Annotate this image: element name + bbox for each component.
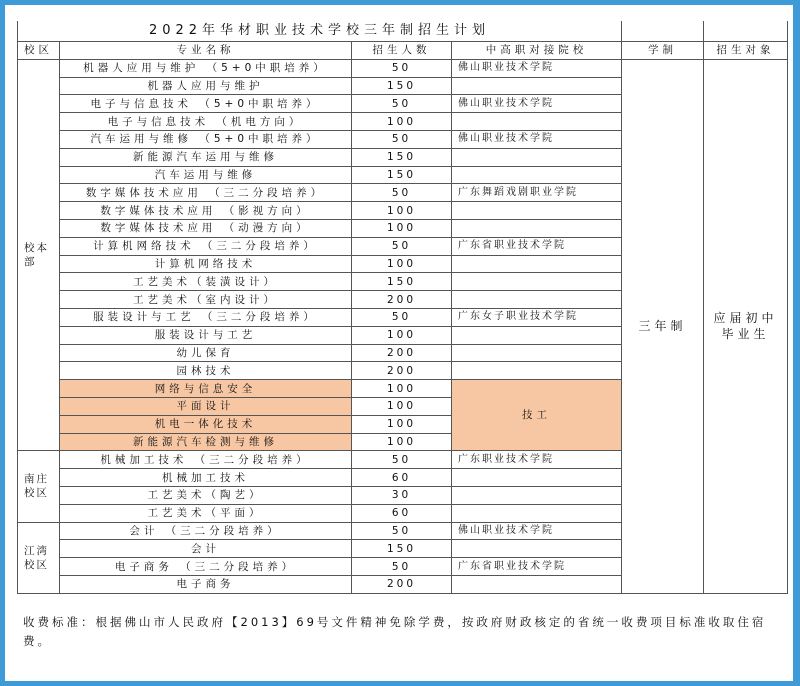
table-row [18,59,788,77]
enrollment-cell: 100 [352,113,452,131]
partner-cell [452,326,622,344]
partner-cell [452,291,622,309]
enrollment-cell: 100 [352,380,452,398]
header-target: 招生对象 [704,42,788,60]
major-cell: 园林技术 [60,362,352,380]
enrollment-cell: 150 [352,77,452,95]
enrollment-cell: 30 [352,486,452,504]
duration-cell: 三年制 [622,59,704,593]
partner-cell [452,575,622,593]
table-title: 2022年华材职业技术学校三年制招生计划 [18,21,622,42]
enrollment-cell: 100 [352,326,452,344]
title-row [18,21,788,42]
target-cell: 应届初中毕业生 [704,59,788,593]
partner-cell [452,344,622,362]
campus-cell-nanzhuang: 南庄校区 [18,451,60,522]
major-cell: 机电一体化技术 [60,415,352,433]
campus-cell-main: 校本部 [18,59,60,451]
enrollment-cell: 50 [352,308,452,326]
major-cell: 工艺美术（陶艺） [60,486,352,504]
partner-cell [452,273,622,291]
title-blank-cell [622,21,704,42]
enrollment-cell: 150 [352,166,452,184]
major-cell: 服装设计与工艺 [60,326,352,344]
enrollment-cell: 100 [352,397,452,415]
partner-cell: 广东省职业技术学院 [452,237,622,255]
enrollment-cell: 50 [352,95,452,113]
enrollment-cell: 60 [352,504,452,522]
partner-cell [452,362,622,380]
enrollment-cell: 150 [352,540,452,558]
enrollment-cell: 200 [352,575,452,593]
major-cell: 会计 （三二分段培养） [60,522,352,540]
partner-cell [452,113,622,131]
major-cell: 平面设计 [60,397,352,415]
enrollment-cell: 50 [352,522,452,540]
enrollment-cell: 150 [352,273,452,291]
enrollment-cell: 50 [352,558,452,576]
major-cell: 机器人应用与维护 [60,77,352,95]
partner-cell: 佛山职业技术学院 [452,59,622,77]
partner-cell [452,148,622,166]
enrollment-cell: 50 [352,184,452,202]
major-cell: 工艺美术（装潢设计） [60,273,352,291]
enrollment-cell: 50 [352,59,452,77]
header-duration: 学制 [622,42,704,60]
partner-cell [452,219,622,237]
major-cell: 幼儿保育 [60,344,352,362]
header-partner: 中高职对接院校 [452,42,622,60]
major-cell: 计算机网络技术 [60,255,352,273]
major-cell: 数字媒体技术应用 （影视方向） [60,202,352,220]
enrollment-cell: 50 [352,130,452,148]
major-cell: 电子与信息技术 （5+0中职培养） [60,95,352,113]
major-cell: 会计 [60,540,352,558]
header-campus: 校区 [18,42,60,60]
partner-cell: 佛山职业技术学院 [452,95,622,113]
header-row [18,42,788,60]
enrollment-cell: 100 [352,415,452,433]
tech-partner-cell: 技工 [452,380,622,451]
major-cell: 汽车运用与维修 [60,166,352,184]
major-cell: 机械加工技术 （三二分段培养） [60,451,352,469]
major-cell: 数字媒体技术应用 （三二分段培养） [60,184,352,202]
enrollment-cell: 200 [352,362,452,380]
campus-cell-jiangwan: 江湾校区 [18,522,60,593]
partner-cell: 广东女子职业技术学院 [452,308,622,326]
document-sheet [5,5,793,681]
major-cell: 工艺美术（室内设计） [60,291,352,309]
major-cell: 新能源汽车运用与维修 [60,148,352,166]
partner-cell [452,486,622,504]
major-cell: 电子商务 [60,575,352,593]
major-cell: 新能源汽车检测与维修 [60,433,352,451]
enrollment-cell: 200 [352,344,452,362]
major-cell: 汽车运用与维修 （5+0中职培养） [60,130,352,148]
major-cell: 电子商务 （三二分段培养） [60,558,352,576]
fee-note: 收费标准：根据佛山市人民政府【2013】69号文件精神免除学费，按政府财政核定的省统一收费项目标准收取住宿费。 [23,615,767,648]
enrollment-cell: 200 [352,291,452,309]
partner-cell [452,255,622,273]
major-cell: 数字媒体技术应用 （动漫方向） [60,219,352,237]
major-cell: 服装设计与工艺 （三二分段培养） [60,308,352,326]
major-cell: 机器人应用与维护 （5+0中职培养） [60,59,352,77]
enrollment-cell: 100 [352,202,452,220]
partner-cell: 佛山职业技术学院 [452,522,622,540]
header-major: 专业名称 [60,42,352,60]
title-blank-cell [704,21,788,42]
enrollment-table-wrap [17,21,787,594]
enrollment-cell: 150 [352,148,452,166]
header-enrollment: 招生人数 [352,42,452,60]
major-cell: 电子与信息技术 （机电方向） [60,113,352,131]
partner-cell [452,166,622,184]
partner-cell [452,202,622,220]
partner-cell: 佛山职业技术学院 [452,130,622,148]
enrollment-cell: 100 [352,255,452,273]
enrollment-cell: 50 [352,237,452,255]
major-cell: 工艺美术（平面） [60,504,352,522]
major-cell: 机械加工技术 [60,469,352,487]
enrollment-table [17,21,788,594]
major-cell: 网络与信息安全 [60,380,352,398]
enrollment-cell: 100 [352,219,452,237]
partner-cell: 广东舞蹈戏剧职业学院 [452,184,622,202]
enrollment-cell: 100 [352,433,452,451]
partner-cell [452,540,622,558]
enrollment-cell: 60 [352,469,452,487]
partner-cell: 广东省职业技术学院 [452,558,622,576]
partner-cell [452,77,622,95]
enrollment-cell: 50 [352,451,452,469]
partner-cell: 广东职业技术学院 [452,451,622,469]
partner-cell [452,504,622,522]
major-cell: 计算机网络技术 （三二分段培养） [60,237,352,255]
partner-cell [452,469,622,487]
